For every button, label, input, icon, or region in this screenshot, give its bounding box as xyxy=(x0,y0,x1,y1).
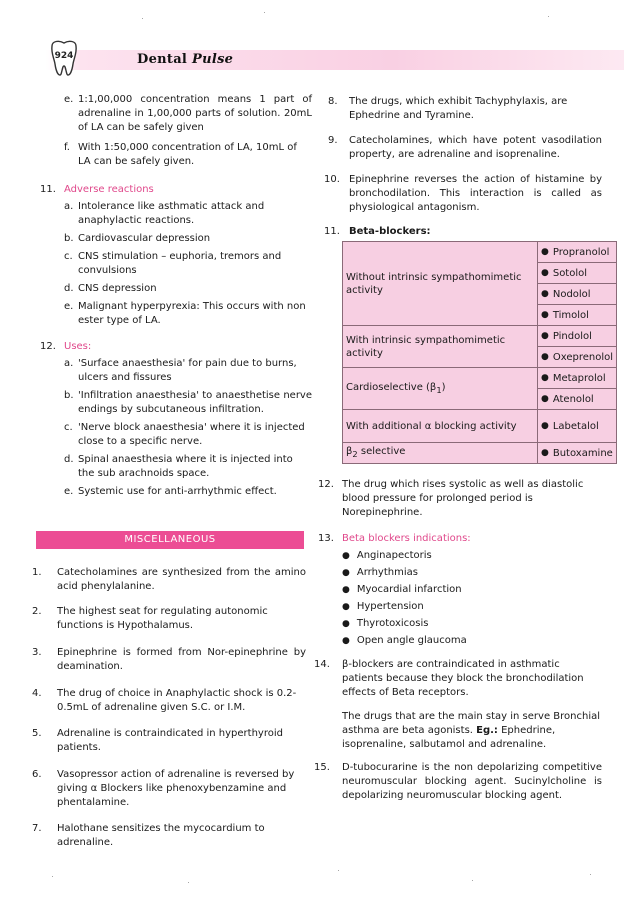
list-item: ● Arrhythmias xyxy=(342,566,418,578)
list-item: ● Myocardial infarction xyxy=(342,583,462,595)
list-item: ● Metaprolol xyxy=(540,372,606,384)
table-category-cell: $\beta_2$ selective xyxy=(343,443,538,464)
list-item: ● Oxeprenolol xyxy=(538,346,616,367)
uses-item-a: a. 'Surface anaesthesia' for pain due to burns, ulcers and fissures xyxy=(64,358,297,383)
adverse-item-d: d. CNS depression xyxy=(64,283,157,294)
list-item: ● Propranolol xyxy=(540,246,610,258)
table-drugs-cell xyxy=(537,368,616,410)
table-category-cell: With intrinsic sympathomimetic activity xyxy=(343,326,538,368)
misc-item-3: 3. Epinephrine is formed from Nor-epinephrine by deamination. xyxy=(32,647,306,672)
table-row xyxy=(343,242,617,326)
list-item: ● Pindolol xyxy=(540,330,592,342)
list-item: ● Hypertension xyxy=(342,600,424,612)
scan-speck xyxy=(590,874,591,875)
adverse-item-a: a. Intolerance like asthmatic attack and anaphylactic reactions. xyxy=(64,201,265,226)
misc-item-7: 7. Halothane sensitizes the mycocardium to adrenaline. xyxy=(32,823,265,848)
misc-item-1: 1. Catecholamines are synthesized from the amino acid phenylalanine. xyxy=(32,567,306,592)
scan-speck xyxy=(52,876,53,877)
header-bar xyxy=(46,50,624,70)
section-11-heading: 11. Adverse reactions xyxy=(40,184,154,195)
table-row xyxy=(343,410,617,443)
page-number: 924 xyxy=(54,51,74,61)
table-drugs-cell xyxy=(537,410,616,443)
item-15: 15. D-tubocurarine is the non depolarizing competitive neuromuscular blocking agent. Sucinylcholine is depolarizing neuromuscular blocking agent. xyxy=(314,762,602,801)
item-9: 9. Catecholamines, which have potent vasodilation property, are adrenaline and isoprenaline. xyxy=(328,135,602,160)
table-row xyxy=(343,368,617,410)
item-14: 14. β-blockers are contraindicated in asthmatic patients because they block the bronchodilation effects of Beta receptors. xyxy=(314,659,584,698)
uses-item-d: d. Spinal anaesthesia where it is injected into the sub arachnoids space. xyxy=(64,454,293,479)
brand-part2: Pulse xyxy=(192,52,234,67)
beta-blockers-table xyxy=(342,241,617,464)
list-item: ● Open angle glaucoma xyxy=(342,634,467,646)
scan-speck xyxy=(472,880,473,881)
scan-speck xyxy=(188,882,189,883)
beta-blockers-heading: 11. Beta-blockers: xyxy=(324,226,431,237)
table-row xyxy=(343,443,617,464)
table-category-cell: Cardioselective $(\beta_1)$ xyxy=(343,368,538,410)
list-item: ● Atenolol xyxy=(538,388,616,409)
intro-item-e: e. 1:1,00,000 concentration means 1 part of adrenaline in 1,00,000 parts of solution. 20mL of LA can be safely given xyxy=(64,94,312,133)
table-category-cell: With additional α blocking activity xyxy=(343,410,538,443)
misc-list xyxy=(30,566,306,850)
uses-item-b: b. 'Infiltration anaesthesia' to anaesthetise nerve endings by subcutaneous infiltration. xyxy=(64,390,312,415)
indications-list xyxy=(320,547,602,649)
section-12-heading: 12. Uses: xyxy=(40,341,92,352)
table-drugs-cell xyxy=(537,443,616,464)
table-drugs-cell xyxy=(537,326,616,368)
intro-item-f: f. With 1:50,000 concentration of LA, 10mL of LA can be safely given. xyxy=(64,142,297,167)
item-12: 12. The drug which rises systolic as well as diastolic blood pressure for prolonged period is Norepinephrine. xyxy=(318,479,584,518)
misc-item-4: 4. The drug of choice in Anaphylactic shock is 0.2-0.5mL of adrenaline given S.C. or I.M. xyxy=(32,688,297,713)
misc-item-5: 5. Adrenaline is contraindicated in hyperthyroid patients. xyxy=(32,728,283,753)
list-item: ● Nodolol xyxy=(538,283,616,304)
page-number-badge xyxy=(46,38,82,78)
list-item: ● Butoxamine xyxy=(540,447,613,459)
brand-part1: Dental xyxy=(137,52,188,67)
list-item: ● Timolol xyxy=(538,304,616,325)
scan-speck xyxy=(338,870,339,871)
scan-speck xyxy=(264,12,265,13)
list-item: ● Thyrotoxicosis xyxy=(342,617,429,629)
adverse-item-c: c. CNS stimulation – euphoria, tremors and convulsions xyxy=(64,251,282,276)
miscellaneous-banner: MISCELLANEOUS xyxy=(36,531,304,549)
item-14-note: The drugs that are the main stay in serve Bronchial asthma are beta agonists. Eg.: Ephedrine, isoprenaline, salbutamol and adrenaline. xyxy=(342,711,601,750)
item-10: 10. Epinephrine reverses the action of histamine by bronchodilation. This interaction is called as physiological antagonism. xyxy=(324,174,602,213)
journal-brand xyxy=(137,50,233,70)
adverse-item-e: e. Malignant hyperpyrexia: This occurs with non ester type of LA. xyxy=(64,301,306,326)
misc-item-2: 2. The highest seat for regulating autonomic functions is Hypothalamus. xyxy=(32,606,268,631)
misc-item-6: 6. Vasopressor action of adrenaline is reversed by giving α Blockers like phenoxybenzamine and phentalamine. xyxy=(32,769,295,808)
item-8: 8. The drugs, which exhibit Tachyphylaxis, are Ephedrine and Tyramine. xyxy=(328,96,568,121)
table-category-cell: Without intrinsic sympathomimetic activity xyxy=(343,242,538,326)
right-column xyxy=(314,95,613,803)
list-item: ● Labetalol xyxy=(540,420,599,432)
list-item: ● Sotolol xyxy=(538,262,616,283)
table-row xyxy=(343,326,617,368)
table-drugs-cell xyxy=(537,242,616,326)
scan-speck xyxy=(142,18,143,19)
scan-speck xyxy=(548,16,549,17)
uses-item-e: e. Systemic use for anti-arrhythmic effect. xyxy=(64,486,277,497)
section-13-heading: 13. Beta blockers indications: xyxy=(318,533,471,544)
uses-item-c: c. 'Nerve block anaesthesia' where it is injected close to a specific nerve. xyxy=(64,422,305,447)
left-column xyxy=(30,93,312,499)
adverse-item-b: b. Cardiovascular depression xyxy=(64,233,211,244)
list-item: ● Anginapectoris xyxy=(342,549,432,561)
